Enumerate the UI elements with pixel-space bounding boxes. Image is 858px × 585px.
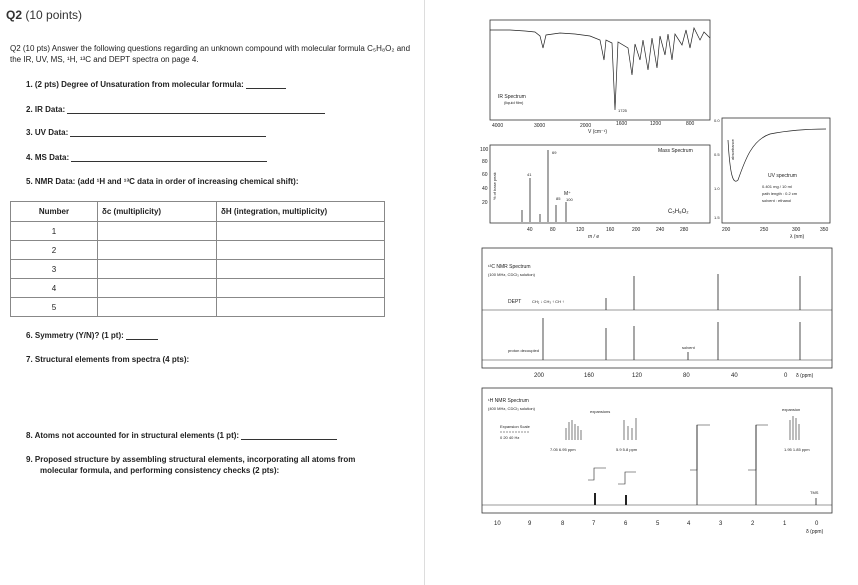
- nmr-data-table: [10, 201, 385, 317]
- uv-xtick: 200: [722, 227, 731, 233]
- h1-xtick: 1: [783, 521, 787, 527]
- question-8: 8. Atoms not accounted for in structural elements (1 pt):: [26, 431, 337, 440]
- ms-peak-69: 69: [552, 150, 557, 155]
- question-4: 4. MS Data:: [26, 153, 267, 162]
- uv-xtick: 300: [792, 227, 801, 233]
- c13-xtick: 40: [731, 373, 738, 379]
- uv-xlabel: λ (nm): [790, 234, 805, 240]
- c13-title: ¹³C NMR Spectrum: [488, 264, 531, 270]
- uv-ytick: 0.0: [714, 118, 720, 123]
- ir-subtitle: (liquid film): [504, 100, 524, 105]
- table-row: 3: [11, 260, 385, 279]
- c13-xtick: 120: [632, 373, 643, 379]
- h1-xtick: 8: [561, 521, 565, 527]
- page-title: Q2 (10 points): [6, 8, 83, 22]
- table-row: 5: [11, 298, 385, 317]
- ir-tick: 3000: [534, 123, 546, 129]
- question-9: 9. Proposed structure by assembling structural elements, incorporating all atoms from molecular formula, and performing consistency checks (2 pts):: [26, 455, 356, 475]
- c13-decoupled: proton decoupled: [508, 348, 539, 353]
- ms-ytick: 100: [480, 147, 489, 153]
- question-3: 3. UV Data:: [26, 128, 266, 137]
- ms-formula: C₅H₈O₂: [668, 209, 689, 215]
- uv-ytick: 1.5: [714, 215, 720, 220]
- c13-xtick: 160: [584, 373, 595, 379]
- ms-xtick: 120: [576, 227, 585, 233]
- mass-spectrum: [480, 145, 710, 240]
- ms-xtick: 80: [550, 227, 556, 233]
- table-header-row: [11, 202, 385, 222]
- col-number: Number: [11, 202, 98, 222]
- ms-xtick: 240: [656, 227, 665, 233]
- ms-peak-85: 85: [556, 196, 561, 201]
- h1-xtick: 6: [624, 521, 628, 527]
- h1-nmr-spectrum: [482, 388, 832, 535]
- ms-xtick: 200: [632, 227, 641, 233]
- dept-label: DEPT: [508, 299, 522, 305]
- h1-xtick: 0: [815, 521, 819, 527]
- c13-xtick: 80: [683, 373, 690, 379]
- spectra-panel: [476, 12, 852, 542]
- uv-xtick: 250: [760, 227, 769, 233]
- ms-xtick: 160: [606, 227, 615, 233]
- uv-ytick: 0.5: [714, 152, 720, 157]
- ir-tick: 1200: [650, 121, 662, 127]
- question-5: 5. NMR Data: (add ¹H and ¹³C data in order of increasing chemical shift):: [26, 177, 299, 186]
- h1-xtick: 5: [656, 521, 660, 527]
- c13-xtick: 200: [534, 373, 545, 379]
- question-intro: Q2 (10 pts) Answer the following questions regarding an unknown compound with molecular formula C₅H₈O₂ and the IR, UV, MS, ¹H, ¹³C and DEPT spectra on page 4.: [10, 44, 411, 64]
- ms-xtick: 280: [680, 227, 689, 233]
- h1-xunit: δ (ppm): [806, 529, 824, 535]
- ms-ytick: 80: [482, 159, 488, 165]
- ir-tick: 1600: [616, 121, 628, 127]
- ir-xlabel: V (cm⁻¹): [588, 129, 608, 135]
- h1-xtick: 9: [528, 521, 532, 527]
- col-delta-c: δc (multiplicity): [98, 202, 217, 222]
- uv-xtick: 350: [820, 227, 829, 233]
- h1-xtick: 2: [751, 521, 755, 527]
- h1-xtick: 7: [592, 521, 596, 527]
- c13-subtitle: (100 MHz, CDCl₃ solution): [488, 272, 535, 277]
- c13-nmr-spectrum: [482, 248, 832, 379]
- ir-tick: 2000: [580, 123, 592, 129]
- ir-tick: 800: [686, 121, 695, 127]
- question-1: 1. (2 pts) Degree of Unsaturation from molecular formula:: [26, 80, 286, 89]
- h1-tms: TMS: [810, 490, 819, 495]
- ms-mplus-value: 100: [566, 197, 573, 202]
- h1-exp1-labels: 7.05 6.95 ppm: [550, 447, 576, 452]
- h1-expansions: expansions: [590, 409, 611, 414]
- h1-xtick: 4: [687, 521, 691, 527]
- question-7: 7. Structural elements from spectra (4 pts):: [26, 355, 190, 364]
- ir-peak-label: 1725: [618, 108, 627, 113]
- table-row: 1: [11, 222, 385, 241]
- c13-xtick: 0: [784, 373, 788, 379]
- h1-exp-scale: Expansion Scale: [500, 424, 530, 429]
- page-divider: [424, 0, 425, 585]
- h1-expansion: expansion: [782, 407, 801, 412]
- ms-mplus: M⁺: [564, 191, 571, 197]
- table-row: 2: [11, 241, 385, 260]
- ms-xlabel: m / e: [588, 234, 600, 240]
- h1-xtick: 10: [494, 521, 501, 527]
- table-row: 4: [11, 279, 385, 298]
- ms-peak-41: 41: [527, 172, 532, 177]
- ms-ylabel: % of base peak: [492, 172, 497, 200]
- c13-solvent: solvent: [682, 345, 695, 350]
- h1-xtick: 3: [719, 521, 723, 527]
- ms-ytick: 60: [482, 172, 488, 178]
- question-2: 2. IR Data:: [26, 105, 325, 114]
- uv-title: UV spectrum: [768, 173, 797, 179]
- ir-tick: 4000: [492, 123, 504, 129]
- question-6: 6. Symmetry (Y/N)? (1 pt):: [26, 331, 158, 340]
- ir-title: IR Spectrum: [498, 94, 526, 100]
- h1-exp2-labels: 5.9 5.8 ppm: [616, 447, 638, 452]
- h1-title: ¹H NMR Spectrum: [488, 398, 529, 404]
- c13-xunit: δ (ppm): [796, 373, 814, 379]
- uv-spectrum: [714, 118, 830, 240]
- h1-exp3-labels: 1.95 1.85 ppm: [784, 447, 810, 452]
- ms-xtick: 40: [527, 227, 533, 233]
- uv-line3: solvent : ethanol: [762, 198, 792, 203]
- ms-ytick: 40: [482, 186, 488, 192]
- ms-title: Mass Spectrum: [658, 148, 693, 154]
- ms-ytick: 20: [482, 200, 488, 206]
- h1-exp-ticks: 0 20 40 Hz: [500, 435, 520, 440]
- h1-subtitle: (400 MHz, CDCl₃ solution): [488, 406, 535, 411]
- col-delta-h: δH (integration, multiplicity): [217, 202, 385, 222]
- uv-ytick: 1.0: [714, 186, 720, 191]
- uv-ylabel: absorbance: [730, 139, 735, 160]
- uv-line2: path length : 0.2 cm: [762, 191, 798, 196]
- dept-legend: CH₂ ↓ CH₃ ↑ CH ↑: [532, 299, 565, 304]
- uv-line1: 0.401 mg / 10 ml: [762, 184, 792, 189]
- ir-spectrum: [490, 20, 710, 135]
